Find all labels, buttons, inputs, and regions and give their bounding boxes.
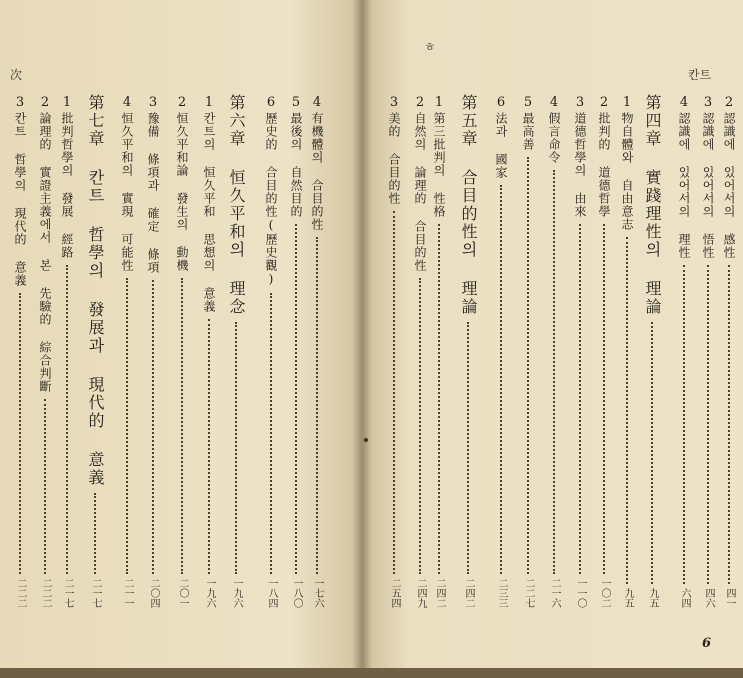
leader-dots <box>500 185 502 574</box>
left-toc-entry <box>143 0 163 668</box>
left-toc-entry <box>117 0 137 668</box>
leader-dots <box>152 280 154 574</box>
left-toc-entry <box>199 0 219 668</box>
leader-dots <box>208 319 210 574</box>
entry-number: 4 <box>679 95 689 110</box>
right-toc-entry <box>410 0 430 668</box>
entry-title: 最高善 <box>521 112 535 151</box>
entry-title: 恒久平和의 實現 可能性 <box>120 112 134 272</box>
entry-number: 4 <box>549 95 559 110</box>
right-toc-entry <box>491 0 511 668</box>
entry-page-number: 六四 <box>679 588 690 608</box>
leader-dots <box>19 293 21 574</box>
entry-title: 有機體의 合目的性 <box>310 112 324 231</box>
left-chapter-heading <box>226 0 246 668</box>
entry-number: 2 <box>415 95 425 110</box>
entry-title: 美的 合目的性 <box>387 112 401 205</box>
leader-dots <box>603 224 605 574</box>
entry-page-number: 二三三 <box>496 578 507 608</box>
entry-title: 第七章 칸트 哲學의 發展과 現代的 意義 <box>86 94 105 487</box>
entry-page-number: 二四二 <box>463 578 474 608</box>
entry-title: 論理的 實證主義에서 본 先驗的 綜合判斷 <box>38 112 52 393</box>
entry-page-number: 二〇四 <box>148 578 159 608</box>
leader-dots <box>438 224 440 574</box>
entry-page-number: 二四九 <box>415 578 426 608</box>
leader-dots <box>393 211 395 574</box>
ink-spot <box>364 438 368 442</box>
entry-page-number: 二二七 <box>523 578 534 608</box>
leader-dots <box>419 278 421 574</box>
left-header: 次 <box>10 68 23 82</box>
entry-page-number: 一一〇 <box>575 578 586 608</box>
entry-number: 2 <box>177 95 187 110</box>
entry-number: 5 <box>291 95 301 110</box>
entry-title: 第三批判의 性格 <box>432 112 446 218</box>
left-toc-entry <box>307 0 327 668</box>
right-toc-entry <box>429 0 449 668</box>
leader-dots <box>126 278 128 574</box>
entry-page-number: 九五 <box>647 588 658 608</box>
left-toc-entry <box>286 0 306 668</box>
entry-page-number: 一九六 <box>204 578 215 608</box>
entry-title: 假言命令 <box>547 112 561 164</box>
entry-number: 3 <box>148 95 158 110</box>
leader-dots <box>527 157 529 574</box>
leader-dots <box>66 265 68 574</box>
entry-page-number: 一九六 <box>231 578 242 608</box>
entry-title: 칸트 哲學의 現代的 意義 <box>13 112 27 287</box>
entry-page-number: 二四二 <box>434 578 445 608</box>
leader-dots <box>579 224 581 574</box>
entry-title: 批判的 道德哲學 <box>597 112 611 218</box>
entry-page-number: 一八四 <box>266 578 277 608</box>
leader-dots <box>651 322 653 584</box>
entry-title: 第六章 恒久平和의 理念 <box>227 94 246 316</box>
entry-number: 2 <box>599 95 609 110</box>
entry-title: 恒久平和論 發生의 動機 <box>175 112 189 272</box>
right-toc-entry <box>719 0 739 668</box>
entry-title: 批判哲學의 發展 經路 <box>60 112 74 259</box>
leader-dots <box>44 399 46 574</box>
left-toc-entry <box>35 0 55 668</box>
entry-page-number: 二二二 <box>40 578 51 608</box>
right-page <box>362 0 743 668</box>
entry-number: 4 <box>122 95 132 110</box>
right-toc-entry <box>617 0 637 668</box>
leader-dots <box>707 265 709 584</box>
entry-page-number: 二一七 <box>90 578 101 608</box>
entry-number: 2 <box>40 95 50 110</box>
entry-number: 3 <box>703 95 713 110</box>
entry-title: 最後의 自然目的 <box>289 112 303 218</box>
entry-title: 歷史的 合目的性(歷史觀) <box>264 112 278 287</box>
entry-page-number: 二一一 <box>122 578 133 608</box>
entry-page-number: 二一六 <box>549 578 560 608</box>
entry-page-number: 九五 <box>622 588 633 608</box>
entry-number: 1 <box>622 95 632 110</box>
right-toc-entry <box>698 0 718 668</box>
leader-dots <box>235 322 237 574</box>
leader-dots <box>467 322 469 574</box>
entry-title: 法과 國家 <box>494 112 508 179</box>
entry-title: 第四章 實踐理性의 理論 <box>643 94 662 316</box>
entry-page-number: 一七六 <box>312 578 323 608</box>
entry-page-number: 四六 <box>703 588 714 608</box>
leader-dots <box>316 237 318 574</box>
entry-page-number: 四一 <box>724 588 735 608</box>
right-toc-entry <box>594 0 614 668</box>
entry-title: 認識에 있어서의 悟性 <box>701 112 715 259</box>
leader-dots <box>270 293 272 574</box>
entry-number: 1 <box>62 95 72 110</box>
entry-page-number: 一八〇 <box>291 578 302 608</box>
right-chapter-heading <box>458 0 478 668</box>
entry-number: 5 <box>523 95 533 110</box>
entry-number: 3 <box>389 95 399 110</box>
entry-title: 自然의 論理的 合目的性 <box>413 112 427 272</box>
entry-number: 3 <box>15 95 25 110</box>
entry-number: 3 <box>575 95 585 110</box>
left-toc-entry <box>261 0 281 668</box>
leader-dots <box>94 493 96 574</box>
leader-dots <box>181 278 183 574</box>
right-toc-entry <box>384 0 404 668</box>
entry-page-number: 二〇一 <box>177 578 188 608</box>
left-toc-entry <box>172 0 192 668</box>
leader-dots <box>728 265 730 584</box>
entry-number: 2 <box>724 95 734 110</box>
entry-page-number: 二五四 <box>389 578 400 608</box>
right-toc-entry <box>674 0 694 668</box>
entry-number: 6 <box>266 95 276 110</box>
leader-dots <box>553 170 555 574</box>
right-toc-entry <box>570 0 590 668</box>
entry-title: 第五章 合目的性의 理論 <box>459 94 478 316</box>
entry-title: 物自體와 自由意志 <box>620 112 634 231</box>
page-number: 6 <box>702 636 712 651</box>
right-header: 칸트 <box>688 68 712 82</box>
entry-title: 認識에 있어서의 理性 <box>677 112 691 259</box>
left-chapter-heading <box>85 0 105 668</box>
leader-dots <box>683 265 685 584</box>
entry-title: 豫備 條項과 確定 條項 <box>146 112 160 274</box>
ink-mark: ㅎ <box>424 40 436 54</box>
left-toc-entry <box>10 0 30 668</box>
leader-dots <box>295 224 297 574</box>
entry-title: 道德哲學의 由來 <box>573 112 587 218</box>
entry-number: 6 <box>496 95 506 110</box>
entry-page-number: 二一七 <box>62 578 73 608</box>
right-toc-entry <box>518 0 538 668</box>
entry-page-number: 二二二 <box>15 578 26 608</box>
entry-number: 4 <box>312 95 322 110</box>
entry-title: 認識에 있어서의 感性 <box>722 112 736 259</box>
leader-dots <box>626 237 628 584</box>
left-page <box>0 0 362 668</box>
entry-number: 1 <box>204 95 214 110</box>
entry-page-number: 一〇二 <box>599 578 610 608</box>
right-toc-entry <box>544 0 564 668</box>
entry-title: 칸트의 恒久平和 思想의 意義 <box>202 112 216 313</box>
right-chapter-heading <box>642 0 662 668</box>
left-toc-entry <box>57 0 77 668</box>
entry-number: 1 <box>434 95 444 110</box>
